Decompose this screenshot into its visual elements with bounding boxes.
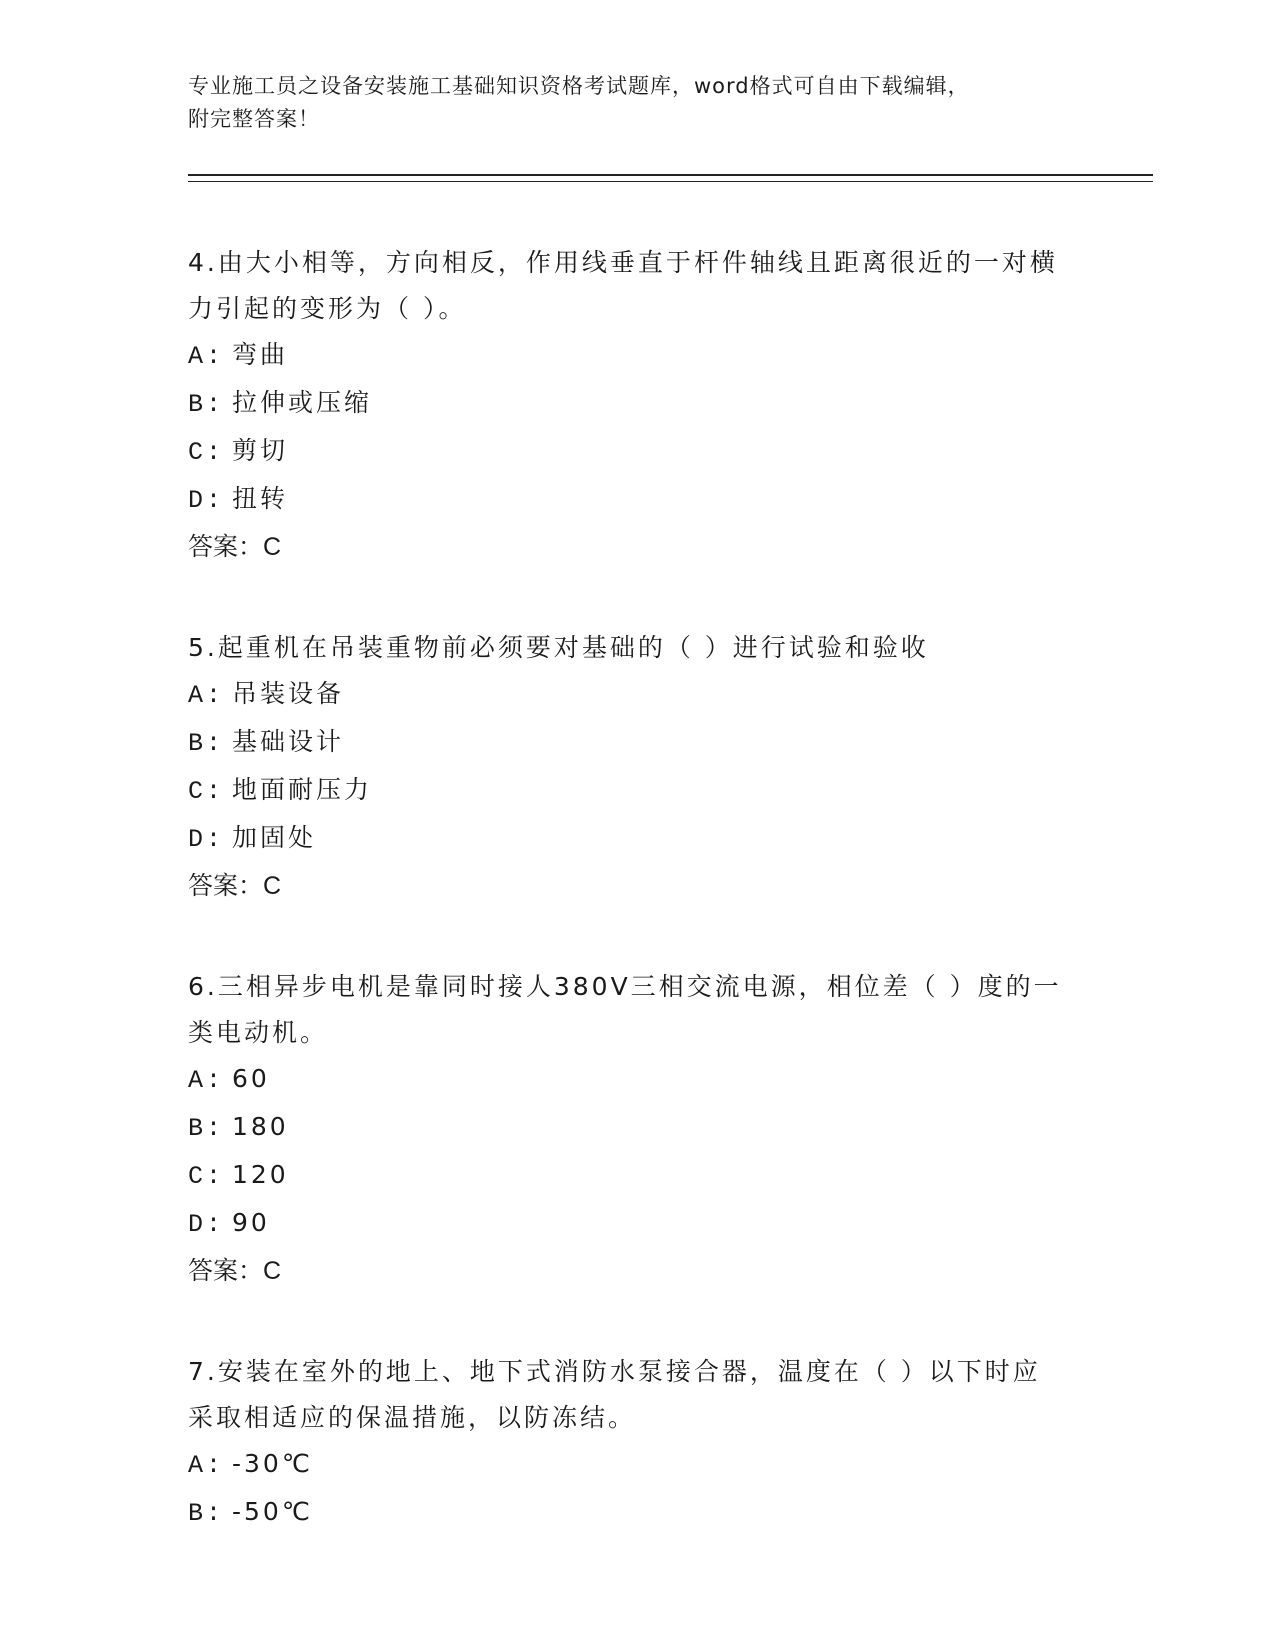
question-7	[188, 1349, 1148, 1537]
question-text: 6.三相异步电机是靠同时接人380V三相交流电源，相位差（ ）度的一类电动机。	[188, 972, 1062, 1047]
answer-line	[188, 1248, 1148, 1294]
question-text: 4.由大小相等，方向相反，作用线垂直于杆件轴线且距离很近的一对横力引起的变形为（ ）。	[188, 248, 1058, 323]
option-c	[188, 767, 1148, 815]
answer-value: C	[263, 872, 282, 900]
question-text: 5.起重机在吊装重物前必须要对基础的（ ）进行试验和验收	[188, 633, 929, 662]
question-5	[188, 625, 1148, 909]
option-text: 加固处	[232, 823, 317, 852]
option-d	[188, 1200, 1148, 1248]
question-text: 7.安装在室外的地上、地下式消防水泵接合器，温度在（ ）以下时应采取相适应的保温措施，以防冻结。	[188, 1357, 1041, 1432]
answer-value: C	[263, 1257, 282, 1285]
option-text: 吊装设备	[232, 679, 345, 708]
option-key: D:	[188, 1210, 225, 1239]
option-key: A:	[188, 681, 225, 710]
document-header	[188, 70, 1068, 136]
option-a	[188, 332, 1148, 380]
question-6	[188, 964, 1148, 1294]
option-text: 地面耐压力	[232, 775, 373, 804]
option-c	[188, 428, 1148, 476]
option-text: 90	[232, 1208, 270, 1237]
option-key: A:	[188, 342, 225, 371]
option-key: A:	[188, 1066, 225, 1095]
option-text: 120	[232, 1160, 289, 1189]
option-b	[188, 719, 1148, 767]
option-key: A:	[188, 1451, 225, 1480]
answer-line	[188, 863, 1148, 909]
option-text: 60	[232, 1064, 270, 1093]
question-4	[188, 240, 1148, 570]
option-a	[188, 671, 1148, 719]
header-line-1: 专业施工员之设备安装施工基础知识资格考试题库，word格式可自由下载编辑，	[188, 74, 970, 98]
option-text: -50℃	[232, 1497, 313, 1526]
option-b	[188, 380, 1148, 428]
document-page	[188, 70, 1148, 1537]
option-key: B:	[188, 390, 225, 419]
answer-line	[188, 524, 1148, 570]
option-key: C:	[188, 438, 225, 467]
option-text: 剪切	[232, 436, 289, 465]
header-line-2: 附完整答案！	[188, 107, 320, 131]
header-divider	[188, 174, 1153, 182]
option-text: 拉伸或压缩	[232, 388, 373, 417]
option-text: 基础设计	[232, 727, 345, 756]
option-d	[188, 476, 1148, 524]
option-b	[188, 1489, 1148, 1537]
option-c	[188, 1152, 1148, 1200]
option-d	[188, 815, 1148, 863]
answer-label: 答案：	[188, 1256, 264, 1285]
option-key: C:	[188, 1162, 225, 1191]
option-text: -30℃	[232, 1449, 313, 1478]
option-b	[188, 1104, 1148, 1152]
option-key: D:	[188, 825, 225, 854]
answer-label: 答案：	[188, 532, 264, 561]
option-key: B:	[188, 1114, 225, 1143]
option-a	[188, 1056, 1148, 1104]
option-text: 扭转	[232, 484, 289, 513]
option-text: 180	[232, 1112, 289, 1141]
option-key: D:	[188, 486, 225, 515]
answer-label: 答案：	[188, 871, 264, 900]
option-a	[188, 1441, 1148, 1489]
answer-value: C	[263, 533, 282, 561]
option-key: B:	[188, 729, 225, 758]
option-key: C:	[188, 777, 225, 806]
option-key: B:	[188, 1499, 225, 1528]
question-list	[188, 240, 1148, 1537]
option-text: 弯曲	[232, 340, 289, 369]
